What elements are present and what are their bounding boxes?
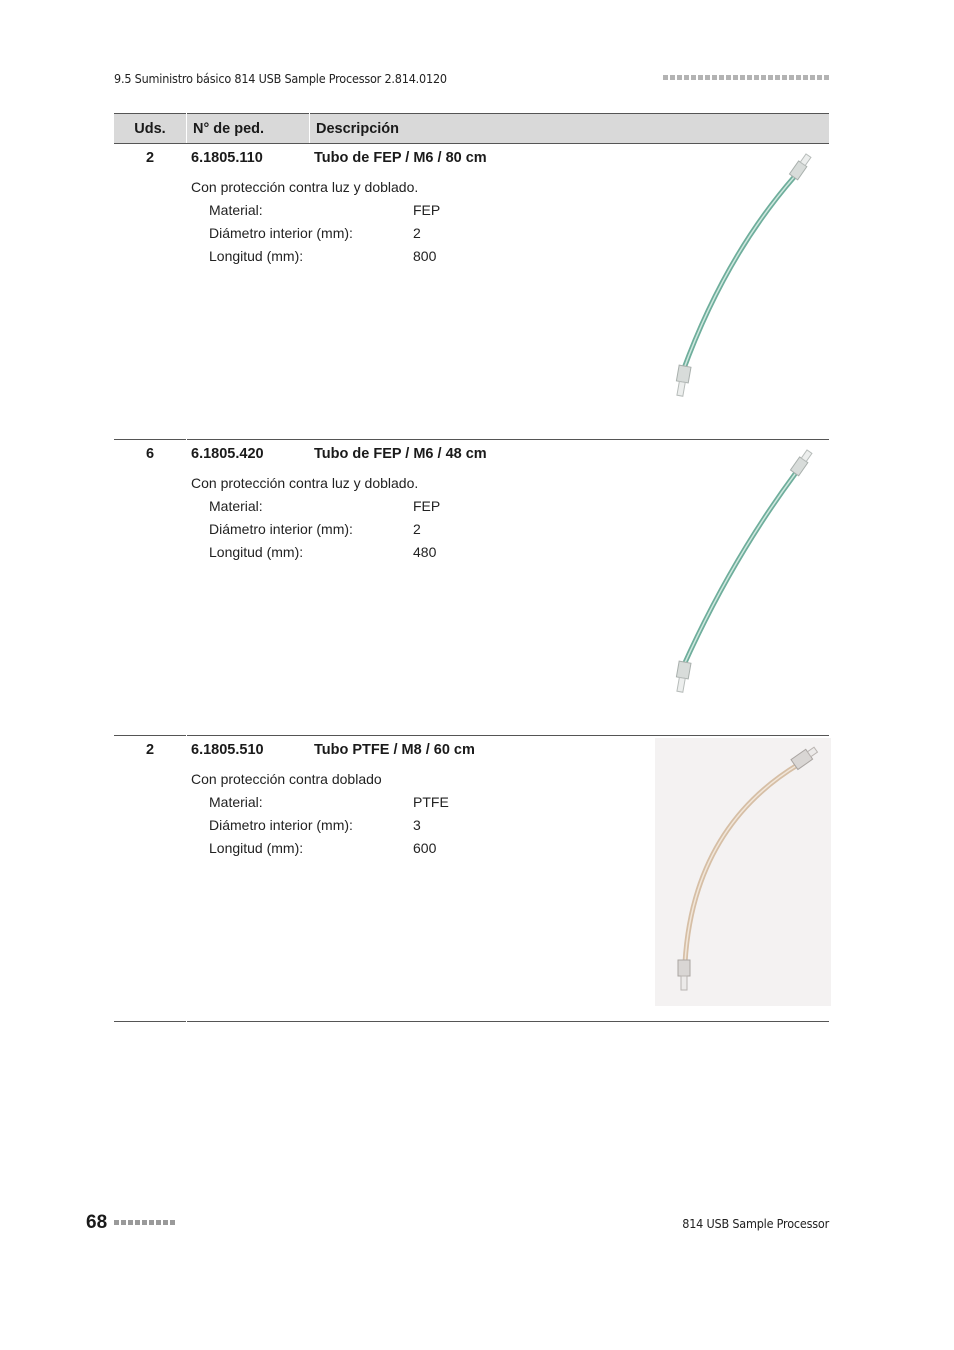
spec-row [209, 202, 440, 225]
tube-illustration [655, 442, 831, 710]
spec-row [209, 817, 449, 840]
item-description: Con protección contra luz y doblado. [191, 475, 419, 491]
item-title: Tubo de FEP / M6 / 80 cm [314, 150, 487, 166]
row-qty: 6 [114, 440, 187, 736]
spec-value: 800 [413, 248, 437, 264]
tube-illustration [655, 146, 831, 414]
spec-row [209, 544, 440, 567]
spec-row [209, 248, 440, 271]
spec-label: Longitud (mm): [209, 840, 304, 856]
tube-image [655, 146, 831, 414]
spec-label: Diámetro interior (mm): [209, 817, 353, 833]
header-dot-bar [663, 75, 829, 80]
spec-value: FEP [413, 202, 441, 218]
running-footer: 814 USB Sample Processor [682, 1216, 829, 1231]
column-header-qty: Uds. [114, 114, 187, 144]
spec-value: 480 [413, 544, 437, 560]
spec-row [209, 521, 440, 544]
table-row [114, 440, 829, 736]
spec-list [209, 202, 440, 271]
spec-label: Material: [209, 202, 263, 218]
tube-image [655, 442, 831, 710]
table-row [114, 144, 829, 440]
item-title: Tubo PTFE / M8 / 60 cm [314, 742, 475, 758]
spec-label: Material: [209, 498, 263, 514]
spec-label: Longitud (mm): [209, 544, 304, 560]
page-number: 68 [86, 1212, 108, 1233]
spec-row [209, 498, 440, 521]
spec-label: Diámetro interior (mm): [209, 521, 353, 537]
item-title: Tubo de FEP / M6 / 48 cm [314, 446, 487, 462]
spec-label: Diámetro interior (mm): [209, 225, 353, 241]
item-description: Con protección contra luz y doblado. [191, 179, 419, 195]
spec-list [209, 498, 440, 567]
order-number: 6.1805.420 [191, 446, 264, 462]
running-header: 9.5 Suministro básico 814 USB Sample Processor 2.814.0120 [114, 71, 447, 86]
spec-value: 3 [413, 817, 421, 833]
spec-label: Material: [209, 794, 263, 810]
tube-illustration [655, 738, 831, 1006]
order-number: 6.1805.110 [191, 150, 263, 166]
spec-label: Longitud (mm): [209, 248, 304, 264]
order-number: 6.1805.510 [191, 742, 264, 758]
row-qty: 2 [114, 144, 187, 440]
spec-list [209, 794, 449, 863]
spec-value: FEP [413, 498, 441, 514]
spec-value: 600 [413, 840, 437, 856]
spec-value: 2 [413, 521, 421, 537]
spec-value: PTFE [413, 794, 449, 810]
spec-row [209, 794, 449, 817]
footer-dot-bar [114, 1220, 175, 1225]
tube-image [655, 738, 831, 1006]
parts-table [114, 113, 829, 1022]
table-row [114, 736, 829, 1022]
spec-row [209, 840, 449, 863]
item-description: Con protección contra doblado [191, 771, 382, 787]
spec-value: 2 [413, 225, 421, 241]
spec-row [209, 225, 440, 248]
column-header-description: Descripción [310, 114, 830, 144]
row-qty: 2 [114, 736, 187, 1022]
column-header-order-no: N° de ped. [187, 114, 310, 144]
